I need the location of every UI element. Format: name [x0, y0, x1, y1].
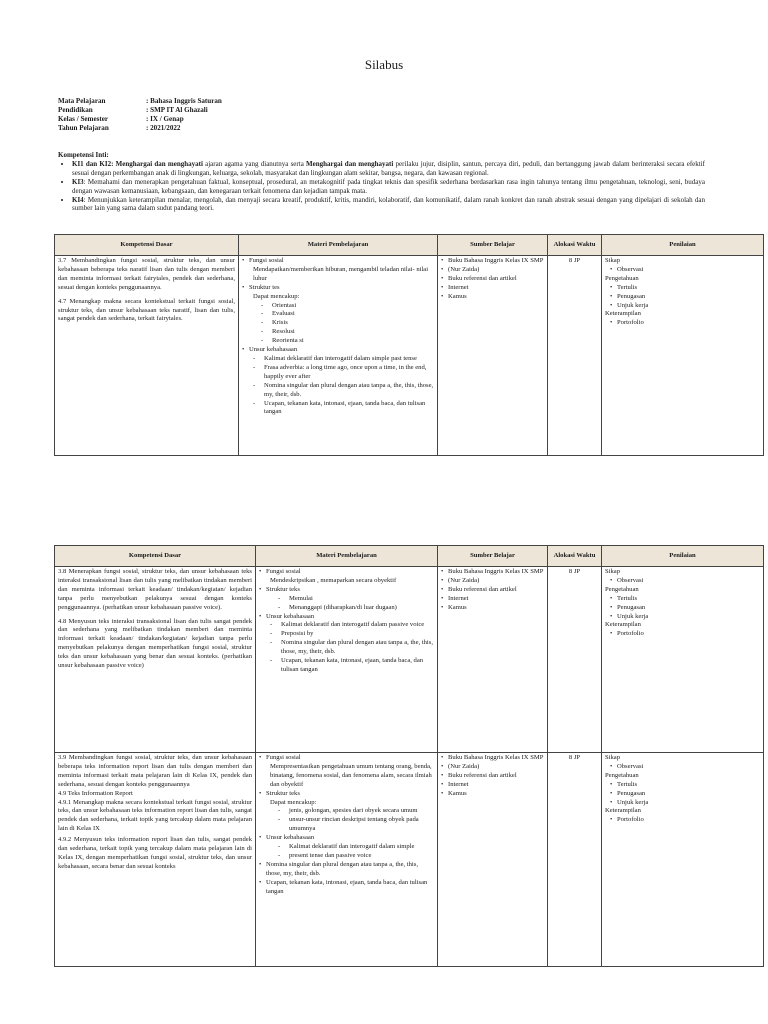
kd-cell [55, 256, 239, 456]
materi-item: • Ucapan, tekanan kata, intonasi, ejaan, tanda baca, dan tulisan tangan [259, 879, 434, 897]
materi-cell [256, 753, 438, 967]
table-header-row [55, 235, 764, 256]
penilaian-category: Sikap [605, 257, 621, 264]
materi-item [259, 834, 434, 861]
core-competencies [58, 151, 705, 213]
penilaian-category: Pengetahuan [605, 771, 639, 779]
ki-item [72, 178, 705, 196]
penilaian-category: Pengetahuan [605, 274, 639, 282]
materi-label: Fungsi sosial [266, 568, 301, 575]
sumber-item: • (Nur Zaida) [441, 266, 544, 275]
header-materi: Materi Pembelajaran [239, 235, 438, 256]
unsur-item: - Ucapan, tekanan kata, intonasi, ejaan, tanda baca, dan tulisan tangan [253, 400, 434, 418]
sumber-item: • Buku referensi dan artikel [441, 275, 544, 284]
ki-list [58, 160, 705, 213]
penilaian-item: • Tertulis [610, 284, 760, 293]
sumber-item: • Buku Bahasa Inggris Kelas IX SMP [441, 257, 544, 266]
materi-item [259, 790, 434, 835]
meta-key: Pendidikan [58, 106, 93, 114]
syllabus-table-2 [54, 545, 764, 967]
penilaian-item: • Observasi [610, 577, 760, 586]
materi-label: Struktur teks [266, 585, 300, 593]
penilaian-item: • Tertulis [610, 781, 760, 790]
kd-text: 3.9 Membandingkan fungsi sosial, struktur teks, dan unsur kebahasaan beberapa teks information report lisan dan tulis dengan memberi dan meminta informasi terkait mata pelajaran lain di Kelas IX, pendek dan sederhana, sesuai dengan konteks penggunaannya [58, 754, 252, 788]
materi-cell [239, 256, 438, 456]
penilaian-item: • Observasi [610, 266, 760, 275]
sumber-cell [438, 567, 548, 753]
meta-row-subject [58, 97, 222, 106]
unsur-item: - Ucapan, tekanan kata, intonasi, ejaan, tanda baca, dan tulisan tangan [270, 657, 434, 675]
materi-item [242, 257, 434, 284]
meta-value: : Bahasa Inggris Saturan [146, 97, 222, 105]
materi-desc: Mempresentasikan pengetahuan umum tentang orang, benda, binatang, fenomena sosial, dan fenomena alam, secara ilmiah dan obyektif [270, 762, 432, 788]
meta-value: : IX / Genap [146, 115, 184, 123]
penilaian-item: • Unjuk kerja [610, 799, 760, 808]
subject-info [58, 97, 222, 133]
kd-cell [55, 567, 256, 753]
unsur-item: - Preposisi by [270, 630, 434, 639]
alokasi-cell: 8 JP [548, 567, 602, 753]
kd-text: 4.8 Menyusun teks interaksi transaksional lisan dan tulis sangat pendek dan sederhana yang melibatkan tindakan memberi dan meminta informasi terkait keadaan/ tindakan/kegiatan/ kejadian tanpa perlu menyebutkan pelakunya dengan memperhatikan fungsi sosial, struktur teks dan unsur kebahasaan yang benar dan sesuai konteks. (perhatikan unsur kebahasaan passive voice) [58, 617, 252, 670]
ki-bold: Menghargai dan menghayati [306, 159, 394, 168]
alokasi-cell: 8 JP [548, 256, 602, 456]
table-row [55, 256, 764, 456]
syllabus-table-1 [54, 234, 764, 456]
meta-value: : SMP IT Al Ghazali [146, 106, 208, 114]
meta-value: : 2021/2022 [146, 124, 181, 132]
unsur-item: - Nomina singular dan plural dengan atau tanpa a, the, this, those, my, their, dsb. [253, 382, 434, 400]
penilaian-item: • Penugasan [610, 604, 760, 613]
sumber-item: • Buku referensi dan artikel [441, 772, 544, 781]
penilaian-item: • Unjuk kerja [610, 613, 760, 622]
sumber-item: • Buku Bahasa Inggris Kelas IX SMP [441, 754, 544, 763]
penilaian-item: • Portofolio [610, 630, 760, 639]
struktur-item: - Krisis [261, 319, 434, 328]
penilaian-item: • Portofolio [610, 319, 760, 328]
ki-item [72, 196, 705, 214]
struktur-item: - Evaluasi [261, 310, 434, 319]
ki-item [72, 160, 705, 178]
materi-desc: Mendapatkan/memberikan hiburan, mengambil teladan nilai- nilai luhur [253, 265, 429, 282]
ki-lead: KI3 [72, 177, 84, 186]
materi-item [259, 754, 434, 790]
header-alokasi: Alokasi Waktu [548, 235, 602, 256]
header-sumber: Sumber Belajar [438, 546, 548, 567]
sumber-item: • Buku Bahasa Inggris Kelas IX SMP [441, 568, 544, 577]
kd-text: 4.7 Menangkap makna secara kontekstual terkait fungsi sosial, struktur teks, dan unsur kebahasaan teks naratif, lisan dan tulis, sangat pendek dan sederhana, terkait fairytales. [58, 297, 235, 323]
unsur-item: - Kalimat deklaratif dan interogatif dalam passive voice [270, 621, 434, 630]
alokasi-cell: 8 JP [548, 753, 602, 967]
unsur-item: - Frasa adverbia: a long time ago, once upon a time, in the end, happily ever after [253, 364, 434, 382]
struktur-item: - Memulai [278, 595, 434, 604]
penilaian-category: Sikap [605, 568, 621, 575]
materi-label: Struktur teks [266, 789, 300, 797]
materi-label: Struktur tes [249, 283, 280, 291]
penilaian-item: • Portofolio [610, 816, 760, 825]
sumber-item: • Kamus [441, 293, 544, 302]
penilaian-item: • Observasi [610, 763, 760, 772]
penilaian-category: Keterampilan [605, 807, 641, 815]
penilaian-category: Keterampilan [605, 310, 641, 318]
sumber-item: • Internet [441, 284, 544, 293]
struktur-item: - jenis, golongan, spesies dari obyek secara umum [278, 807, 434, 816]
materi-item: • Nomina singular dan plural dengan atau tanpa a, the, this, those, my, their, dsb. [259, 861, 434, 879]
struktur-item: - Resolusi [261, 328, 434, 337]
meta-key: Mata Pelajaran [58, 97, 106, 105]
kd-text: 4.9.2 Menyusun teks information report lisan dan tulis, sangat pendek dan sederhana, terkait topik yang tercakup dalam mata pelajaran lain di Kelas IX, dengan memperhatikan fungsi sosial, struktur teks, dan unsur kebahasaan, secara benar dan sesuai konteks [58, 836, 252, 870]
materi-item [259, 613, 434, 675]
materi-item [242, 284, 434, 346]
penilaian-item: • Penugasan [610, 293, 760, 302]
penilaian-cell [602, 567, 764, 753]
sumber-cell [438, 753, 548, 967]
penilaian-cell [602, 256, 764, 456]
materi-label: Fungsi sosial [266, 754, 301, 761]
unsur-item: - Nomina singular dan plural dengan atau tanpa a, the, this, those, my, their, dsb. [270, 639, 434, 657]
table-row [55, 567, 764, 753]
ki-heading: Kompetensi Inti: [58, 151, 109, 159]
struktur-item: - Reorienta si [261, 337, 434, 346]
unsur-item: - Kalimat deklaratif dan interogatif dalam simple past tense [253, 355, 434, 364]
meta-key: Tahun Pelajaran [58, 124, 109, 132]
kd-text: 4.9 Teks Information Report [58, 789, 133, 797]
header-penilaian: Penilaian [602, 235, 764, 256]
materi-item [259, 568, 434, 586]
penilaian-item: • Tertulis [610, 595, 760, 604]
header-sumber: Sumber Belajar [438, 235, 548, 256]
struktur-item: - unsur-unsur rincian deskripsi tentang obyek pada umumnya [278, 816, 434, 834]
penilaian-category: Sikap [605, 754, 621, 761]
sumber-item: • Internet [441, 781, 544, 790]
ki-lead: KI1 dan KI2: Menghargai dan menghayati [72, 159, 203, 168]
header-kompetensi: Kompetensi Dasar [55, 235, 239, 256]
sumber-item: • (Nur Zaida) [441, 577, 544, 586]
sumber-item: • Kamus [441, 604, 544, 613]
materi-item [259, 586, 434, 613]
sumber-item: • (Nur Zaida) [441, 763, 544, 772]
header-alokasi: Alokasi Waktu [548, 546, 602, 567]
kd-text: 3.8 Menerapkan fungsi sosial, struktur teks, dan unsur kebahasaan teks interaksi transaksional lisan dan tulis yang melibatkan tindakan memberi dan meminta informasi terkait keadaan/ tindakan/kegiatan/ kejadian tanpa perlu menyebutkan pelakunya sesuai dengan konteks penggunaannya. (perhatikan unsur kebahasaan passive voice). [58, 568, 252, 611]
materi-item [242, 346, 434, 417]
kd-text: 3.7 Membandingkan fungsi sosial, struktur teks, dan unsur kebahasaan beberapa teks naratif lisan dan tulis dengan memberi dan meminta informasi terkait fairytales, pendek dan sederhana, sesuai dengan konteks penggunaannya. [58, 257, 235, 291]
materi-label: Unsur kebahasaan [266, 834, 315, 842]
table-header-row [55, 546, 764, 567]
penilaian-item: • Penugasan [610, 790, 760, 799]
materi-desc: Dapat mencakup: [270, 798, 317, 806]
ki-text: : Menunjukkan keterampilan menalar, mengolah, dan menyaji secara kreatif, produktif, kritis, mandiri, kolaboratif, dan komunikatif, dalam ranah konkret dan ranah abstrak sesuai dengan yang dipelajari di sekolah dan sumber lain yang sama dalam sudut pandang teori. [72, 195, 705, 213]
penilaian-cell [602, 753, 764, 967]
sumber-item: • Internet [441, 595, 544, 604]
ki-text: : Memahami dan menerapkan pengetahuan faktual, konseptual, prosedural, an metakognitif pada tingkat teknis dan spesifik sederhana berdasarkan rasa ingin tahunya tentang ilmu pengetahuan, teknologi, seni, budaya dengan wawasan kemanusiaan, kebangsaan, dan kenegaraan terkait fenomena dan kejadian tampak mata. [72, 177, 705, 195]
penilaian-category: Keterampilan [605, 621, 641, 629]
page-title: Silabus [364, 57, 404, 72]
kd-text: 4.9.1 Menangkap makna secara kontekstual terkait fungsi sosial, struktur teks, dan unsur kebahasaan teks information report lisan dan tulis, sangat pendek dan sederhana, terkait topik yang tercakup dalam mata pelajaran lain di Kelas IX [58, 798, 252, 833]
header-materi: Materi Pembelajaran [256, 546, 438, 567]
ki-text: perilaku jujur, disiplin, santun, percaya diri, peduli, dan bertanggung jawab dalam berinteraksi secara efektif sesuai dengan perkembangan anak di lingkungan, keluarga, sekolah, masyarakat dan lingkungan alam sekitar, bangsa, negara, dan kawasan regional. [72, 159, 705, 177]
sumber-item: • Buku referensi dan artikel [441, 586, 544, 595]
materi-label: Unsur kebahasaan [266, 612, 315, 620]
struktur-item: - Menanggapi (diharapkan/di luar dugaan) [278, 604, 434, 613]
meta-row-class [58, 115, 222, 124]
sumber-cell [438, 256, 548, 456]
penilaian-item: • Unjuk kerja [610, 302, 760, 311]
sumber-item: • Kamus [441, 790, 544, 799]
meta-row-year [58, 124, 222, 133]
materi-cell [256, 567, 438, 753]
penilaian-category: Pengetahuan [605, 585, 639, 593]
unsur-item: - present tense dan passive voice [278, 852, 434, 861]
meta-key: Kelas / Semester [58, 115, 109, 123]
materi-label: Fungsi sosial [249, 257, 284, 264]
ki-text: ajaran agama yang dianutnya serta [202, 159, 307, 168]
ki-lead: KI4 [72, 195, 84, 204]
meta-row-school [58, 106, 222, 115]
struktur-item: - Orientasi [261, 302, 434, 311]
header-kompetensi: Kompetensi Dasar [55, 546, 256, 567]
table-row [55, 753, 764, 967]
materi-label: Unsur kebahasaan [249, 346, 298, 354]
materi-desc: Dapat mencakup: [253, 292, 300, 300]
kd-cell [55, 753, 256, 967]
header-penilaian: Penilaian [602, 546, 764, 567]
materi-desc: Mendeskripsikan , memaparkan secara obyektif [270, 576, 397, 584]
unsur-item: - Kalimat deklaratif dan interogatif dalam simple [278, 843, 434, 852]
